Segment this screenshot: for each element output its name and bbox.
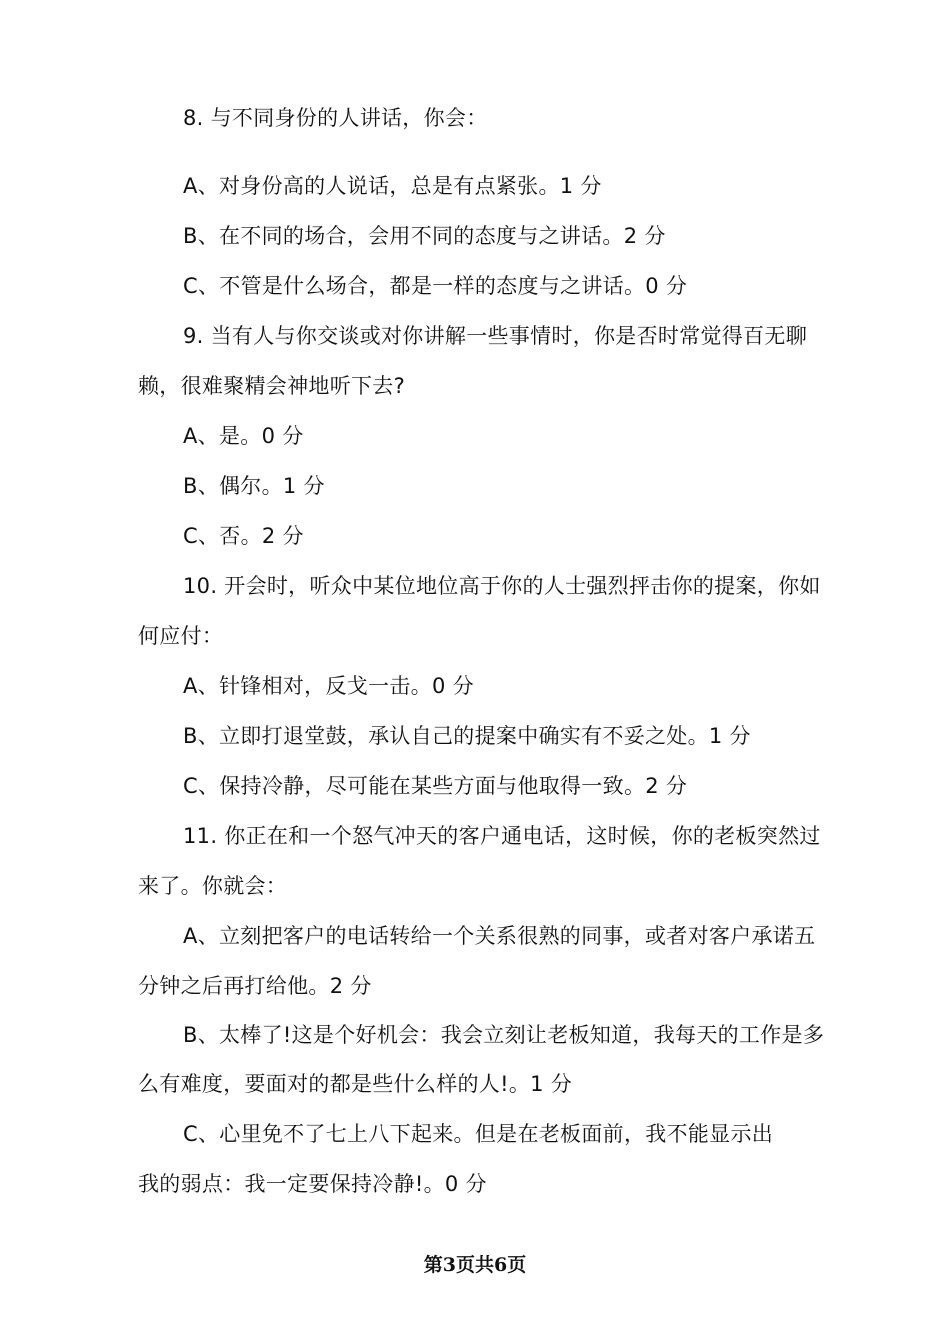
question-11-option-b-line2: 么有难度，要面对的都是些什么样的人!。1 分: [138, 1072, 573, 1096]
question-9-option-a: A、是。0 分: [183, 424, 304, 448]
question-8-option-a: A、对身份高的人说话，总是有点紧张。1 分: [183, 174, 602, 198]
question-11-text-line1: 11. 你正在和一个怒气冲天的客户通电话，这时候，你的老板突然过: [183, 824, 821, 848]
question-9-option-b: B、偶尔。1 分: [183, 474, 325, 498]
question-9-text-line1: 9. 当有人与你交谈或对你讲解一些事情时，你是否时常觉得百无聊: [183, 324, 808, 348]
question-10-option-c: C、保持冷静，尽可能在某些方面与他取得一致。2 分: [183, 774, 688, 798]
question-9-text-line2: 赖，很难聚精会神地听下去?: [138, 374, 406, 398]
question-9-option-c: C、否。2 分: [183, 524, 304, 548]
question-10-option-b: B、立即打退堂鼓，承认自己的提案中确实有不妥之处。1 分: [183, 724, 751, 748]
question-10-option-a: A、针锋相对，反戈一击。0 分: [183, 674, 474, 698]
page-footer: 第3页共6页: [423, 1254, 527, 1276]
question-11-option-c-line1: C、心里免不了七上八下起来。但是在老板面前，我不能显示出: [183, 1122, 774, 1146]
question-11-text-line2: 来了。你就会：: [138, 874, 288, 898]
question-11-option-a-line2: 分钟之后再打给他。2 分: [138, 974, 372, 998]
question-8-text: 8. 与不同身份的人讲话，你会：: [183, 106, 488, 130]
question-11-option-c-line2: 我的弱点：我一定要保持冷静!。0 分: [138, 1172, 487, 1196]
question-10-text-line1: 10. 开会时，听众中某位地位高于你的人士强烈抨击你的提案，你如: [183, 574, 821, 598]
question-11-option-a-line1: A、立刻把客户的电话转给一个关系很熟的同事，或者对客户承诺五: [183, 924, 816, 948]
question-10-text-line2: 何应付：: [138, 624, 224, 648]
question-8-option-b: B、在不同的场合，会用不同的态度与之讲话。2 分: [183, 224, 666, 248]
question-8-option-c: C、不管是什么场合，都是一样的态度与之讲话。0 分: [183, 274, 688, 298]
question-11-option-b-line1: B、太棒了!这是个好机会：我会立刻让老板知道，我每天的工作是多: [183, 1023, 825, 1047]
